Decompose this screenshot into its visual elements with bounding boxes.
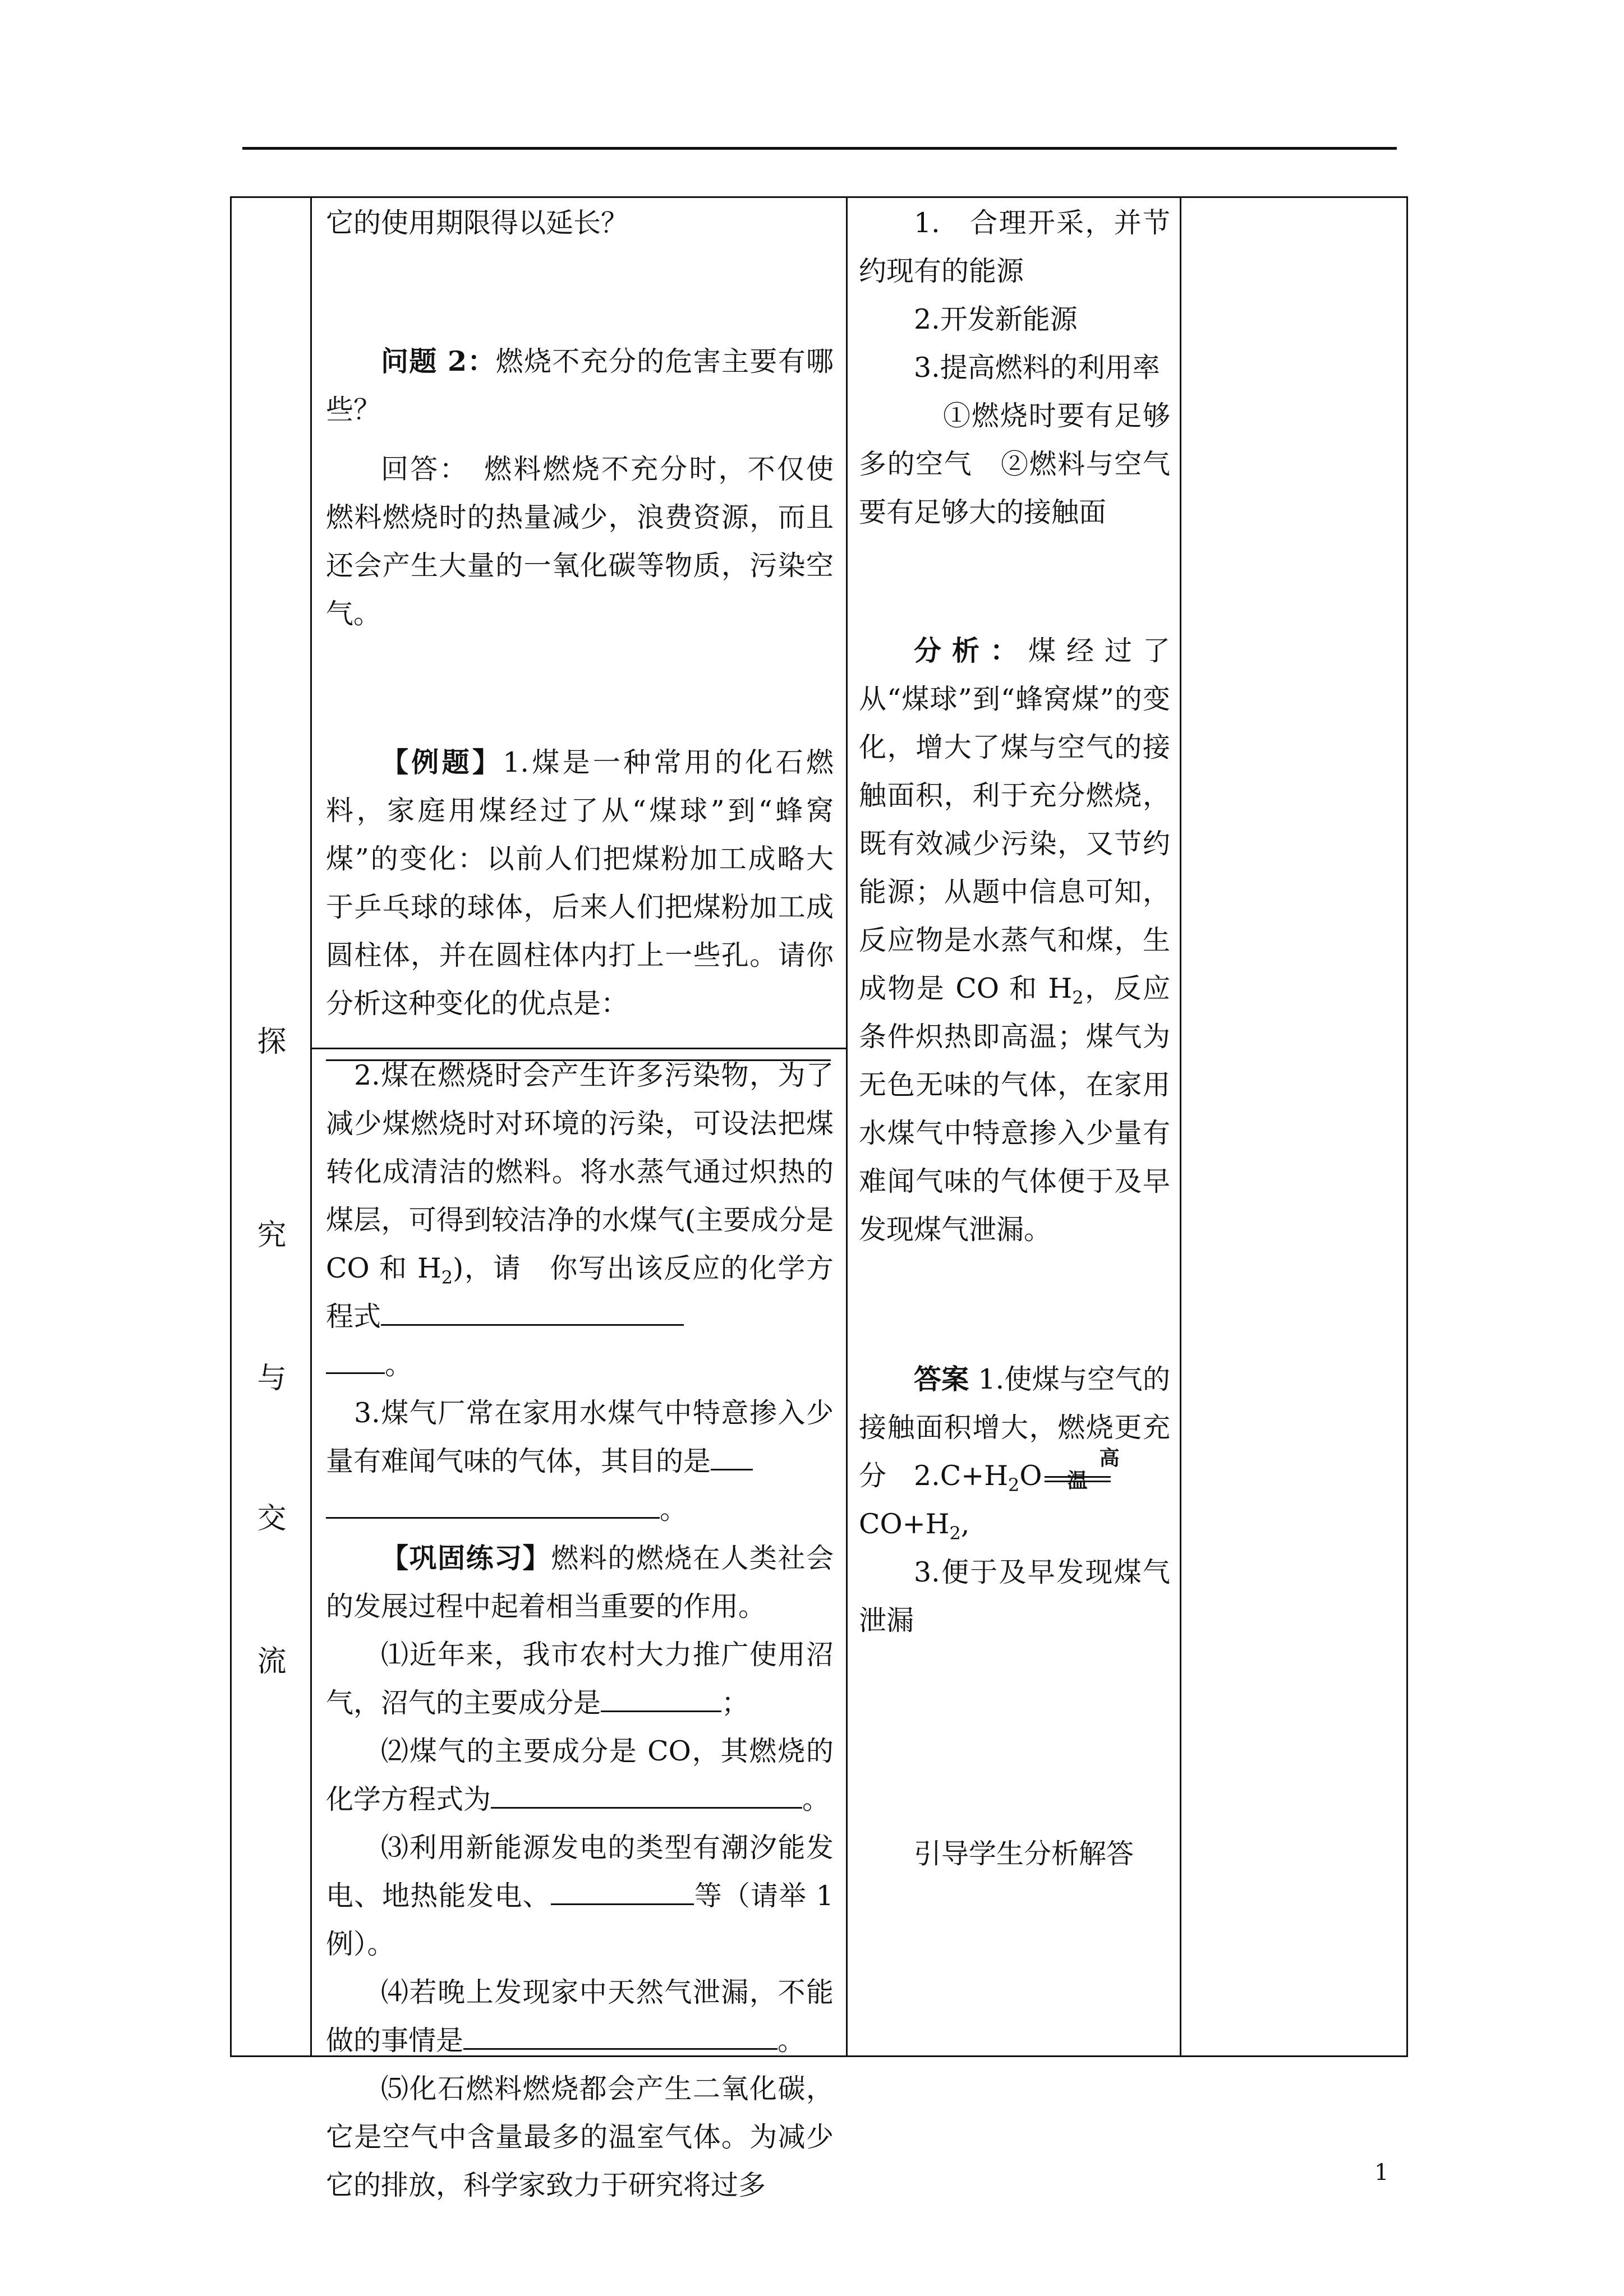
continued-text: 它的使用期限得以延长？	[326, 207, 629, 239]
answer-3: 3.便于及早发现煤气泄漏	[859, 1556, 1170, 1636]
column-divider-1	[310, 198, 312, 2055]
answer-text: 回答： 燃料燃烧不充分时，不仅使燃料燃烧时的热量减少，浪费资源，而且还会产生大量的一氧化碳等物质，污染空气。	[326, 453, 834, 630]
example-1	[326, 738, 834, 1028]
column-divider-2	[846, 198, 848, 2055]
practice-4: ⑷若晚上发现家中天然气泄漏，不能做的事情是 。	[326, 1976, 834, 2057]
reaction-arrow	[1045, 1446, 1120, 1492]
practice-label: 【巩固练习】	[381, 1542, 551, 1574]
side-label-char: 与	[257, 1362, 287, 1395]
practice-intro: 【巩固练习】燃料的燃烧在人类社会的发展过程中起着相当重要的作用。	[326, 1542, 834, 1622]
column-divider-3	[1180, 198, 1181, 2055]
practice-2: ⑵煤气的主要成分是 CO，其燃烧的化学方程式为 。	[326, 1735, 834, 1815]
main-content-upper	[326, 199, 834, 1076]
practice-1: ⑴近年来，我市农村大力推广使用沼气，沼气的主要成分是 ；	[326, 1639, 834, 1719]
lesson-table	[230, 196, 1408, 2201]
practice-3: ⑶利用新能源发电的类型有潮汐能发电、地热能发电、 等（请举 1 例）。	[326, 1832, 834, 1960]
note-item-2: 2.开发新能源	[914, 303, 1078, 335]
analysis: 分析：煤经过了从“煤球”到“蜂窝煤”的变化，增大了煤与空气的接触面积，利于充分燃烧，既有效减少污染，又节约能源；从题中信息可知，反应物是水蒸气和煤，生成物是 CO 和 $H_2$，反应条件炽热即高温；煤气为无色无味的气体，在家用水煤气中特意掺入少量有难闻气味的气体便于及早发现煤气泄漏。	[859, 634, 1170, 1246]
practice-5: ⑸化石燃料燃烧都会产生二氧化碳，它是空气中含量最多的温室气体。为减少它的排放，科学家致力于研究将过多	[326, 2073, 834, 2201]
answer-label: 答案	[914, 1363, 969, 1395]
side-label-char: 交	[257, 1502, 287, 1536]
answer-block: 答案 1.使煤与空气的接触面积增大，燃烧更充 分 $2.C+H_2O$ 高温 $CO+H_2$,	[859, 1363, 1198, 1544]
practice-blank	[551, 1872, 694, 1905]
example-2: 2.煤在燃烧时会产生许多污染物，为了减少煤燃烧时对环境的污染，可设法把煤转化成清洁的燃料。将水蒸气通过炽热的煤层，可得到较洁净的水煤气(主要成分是 CO 和 $H_2$)，请 你写出该反应的化学方程式 。	[326, 1059, 834, 1381]
equation-blank	[381, 1293, 684, 1326]
practice-blank	[601, 1679, 721, 1712]
side-label-char: 究	[257, 1219, 287, 1252]
practice-blank	[491, 1776, 802, 1809]
example-3: 3.煤气厂常在家用水煤气中特意掺入少量有难闻气味的气体，其目的是 。	[326, 1397, 834, 1525]
side-label-char: 流	[257, 1645, 287, 1679]
example-1-text: 1.煤是一种常用的化石燃料，家庭用煤经过了从“煤球”到“蜂窝煤”的变化：以前人们把煤粉加工成略大于乒乓球的球体，后来人们把煤粉加工成圆柱体，并在圆柱体内打上一些孔。请你分析这种变化的优点是：	[326, 746, 834, 1020]
note-item-3: 3.提高燃料的利用率	[914, 352, 1160, 384]
guide-text: 引导学生分析解答	[914, 1838, 1134, 1870]
equation-blank	[326, 1341, 385, 1374]
main-content-lower	[326, 1052, 834, 2210]
note-item-1: 1. 合理开采，并节约现有的能源	[859, 207, 1170, 287]
analysis-label: 分析：	[914, 634, 1028, 667]
purpose-blank	[326, 1486, 660, 1519]
notes-column	[859, 199, 1198, 1878]
note-item-3-detail: ①燃烧时要有足够多的空气 ②燃料与空气要有足够大的接触面	[859, 400, 1170, 528]
question-label: 问题 2：	[381, 345, 496, 377]
practice-blank	[463, 2017, 778, 2050]
header-rule	[242, 147, 1397, 150]
example-label: 【例题】	[381, 746, 503, 778]
question-text: 燃烧不充分的危害主要有哪些？	[326, 345, 834, 426]
reaction-condition: 高温	[1067, 1446, 1120, 1492]
side-label-char: 探	[257, 1025, 287, 1059]
page-number: 1	[1374, 2160, 1389, 2186]
purpose-blank	[711, 1437, 753, 1470]
question-2	[326, 337, 834, 434]
